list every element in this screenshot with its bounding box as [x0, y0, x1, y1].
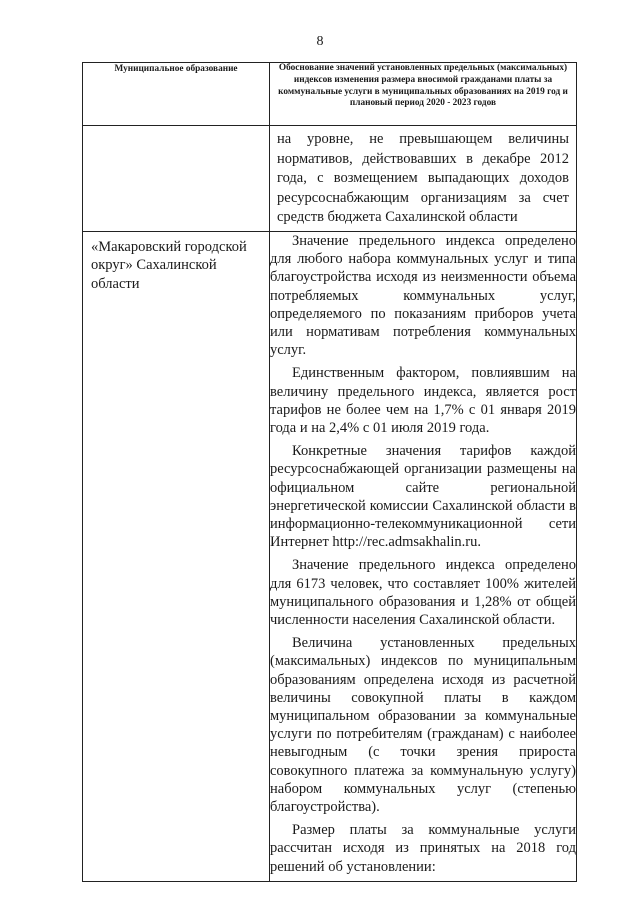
table-row-makarovsky [83, 231, 577, 881]
justification-table [82, 62, 577, 882]
continuation-cell [270, 126, 577, 232]
paragraph: Величина установленных предельных (максимальных) индексов по муниципальным образованиям определена исходя из расчетной величины совокупной платы в каждом муниципальном образовании за коммунальные услуги по потребителям (гражданам) с наиболее невыгодным (с точки зрения прироста совокупного платежа за коммунальную услугу) набором коммунальных услуг (степенью благоустройства). [270, 635, 576, 816]
municipality-name: «Макаровский городской округ» Сахалинской области [91, 238, 247, 292]
justification-cell [270, 231, 577, 881]
header-municipality: Муниципальное образование [83, 63, 270, 126]
table-row-continuation [83, 126, 577, 232]
table-header-row [83, 63, 577, 126]
paragraph: Единственным фактором, повлиявшим на величину предельного индекса, является рост тарифов не более чем на 1,7% с 01 января 2019 года и на 2,4% с 01 июля 2019 года. [270, 365, 576, 436]
page-number: 8 [316, 34, 324, 49]
paragraph: Значение предельного индекса определено для 6173 человек, что составляет 100% жителей муниципального образования и 1,28% от общей численности населения Сахалинской области. [270, 557, 576, 629]
paragraph: Размер платы за коммунальные услуги рассчитан исходя из принятых на 2018 год решений об установлении: [270, 822, 576, 875]
paragraph: Значение предельного индекса определено для любого набора коммунальных услуг и типа благоустройства исходя из неизменности объема потребляемых коммунальных услуг, определяемого по показаниям приборов учета или нормативам потребления коммунальных услуг. [270, 232, 576, 359]
empty-cell [83, 126, 270, 232]
header-justification: Обоснование значений установленных предельных (максимальных) индексов изменения размера вносимой гражданами платы за коммунальные услуги в муниципальных образованиях на 2019 год и плановый период 2020 - 2023 годов [270, 63, 577, 126]
paragraph: Конкретные значения тарифов каждой ресурсоснабжающей организации размещены на официальном сайте региональной энергетической комиссии Сахалинской области в информационно-телекоммуникационной сети Интернет http://rec.admsakhalin.ru. [270, 443, 576, 551]
municipality-cell [83, 231, 270, 881]
continuation-text: на уровне, не превышающем величины нормативов, действовавших в декабре 2012 года, с возмещением выпадающих доходов ресурсоснабжающим организациям за счет средств бюджета Сахалинской области [277, 131, 569, 226]
